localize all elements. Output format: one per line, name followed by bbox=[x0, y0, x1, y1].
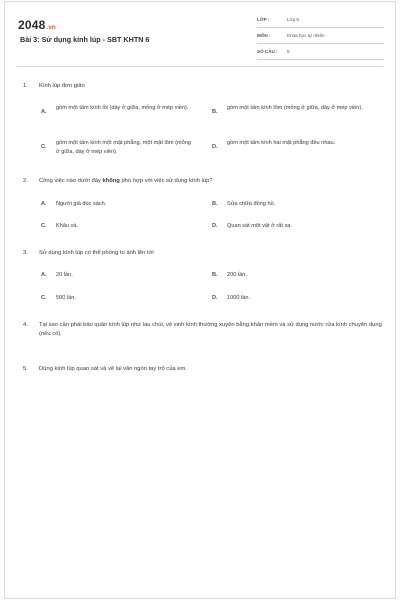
option-letter: C. bbox=[41, 295, 47, 301]
question-text bbox=[39, 177, 383, 186]
meta-value-class: Lớp 6 bbox=[287, 17, 299, 22]
option-text: gồm một tấm kính lồi (dày ở giữa, mỏng ở mép viền). bbox=[56, 105, 189, 111]
question-2 bbox=[23, 177, 383, 186]
worksheet-meta bbox=[257, 16, 384, 64]
option-letter: D. bbox=[212, 144, 218, 150]
question-3 bbox=[23, 249, 383, 258]
question-number: 4. bbox=[23, 322, 28, 328]
meta-value-question-count: 5 bbox=[287, 49, 290, 54]
option-letter: B. bbox=[212, 272, 218, 278]
question-number: 5. bbox=[23, 366, 28, 372]
question-1-option-b[interactable] bbox=[212, 104, 380, 113]
question-text: Sử dụng kính lúp có thể phóng to ảnh lên tới bbox=[39, 250, 154, 256]
question-3-option-a[interactable] bbox=[41, 271, 191, 280]
option-text: gồm một tấm kính lõm (mỏng ở giữa, dày ở mép viền). bbox=[227, 105, 363, 111]
option-text: Người già đọc sách. bbox=[56, 201, 107, 207]
header-divider bbox=[17, 66, 383, 67]
question-3-option-c[interactable] bbox=[41, 294, 191, 303]
question-text: Kính lúp đơn giản bbox=[39, 83, 85, 89]
question-5 bbox=[23, 365, 383, 374]
meta-label-subject: MÔN : bbox=[257, 33, 271, 38]
question-text-after: phù hợp với việc sử dụng kính lúp? bbox=[119, 178, 213, 184]
question-1-option-d[interactable] bbox=[212, 139, 372, 148]
option-text: gồm một tấm kính một mặt phẳng, một mặt lõm (mỏng ở giữa, dày ở mép viền). bbox=[56, 140, 191, 155]
option-letter: A. bbox=[41, 109, 47, 115]
meta-value-subject: Khoa học tự nhiên bbox=[287, 33, 325, 38]
option-letter: C. bbox=[41, 223, 47, 229]
worksheet-header bbox=[5, 2, 395, 68]
option-letter: D. bbox=[212, 223, 218, 229]
meta-row-class bbox=[257, 16, 384, 28]
option-letter: B. bbox=[212, 201, 218, 207]
option-text: Quan sát một vật ở rất xa. bbox=[227, 223, 292, 229]
option-text: 1000 lần. bbox=[227, 295, 251, 301]
option-text: 500 lần. bbox=[56, 295, 76, 301]
option-letter: C. bbox=[41, 144, 47, 150]
option-letter: A. bbox=[41, 272, 47, 278]
question-3-option-d[interactable] bbox=[212, 294, 380, 303]
question-2-option-a[interactable] bbox=[41, 200, 191, 209]
meta-row-subject bbox=[257, 32, 384, 44]
worksheet-page bbox=[4, 1, 396, 599]
option-text: Khâu vá. bbox=[56, 223, 79, 229]
question-number: 2. bbox=[23, 178, 28, 184]
question-text: Dùng kính lúp quan sát và vẽ lại vân ngón tay trỏ của em. bbox=[39, 366, 187, 372]
question-text: Tại sao cần phải bảo quản kính lúp như lau chùi, vệ sinh kính thường xuyên bằng khăn mềm và sử dụng nước rửa kính chuyên dụng (nếu có). bbox=[39, 322, 382, 337]
meta-label-question-count: SỐ CÂU : bbox=[257, 49, 278, 54]
question-2-option-c[interactable] bbox=[41, 222, 191, 231]
question-number: 3. bbox=[23, 250, 28, 256]
option-text: gồm một tấm kính hai mặt phẳng đều nhau. bbox=[227, 140, 336, 146]
question-4 bbox=[23, 321, 383, 338]
option-letter: D. bbox=[212, 295, 218, 301]
question-1 bbox=[23, 82, 383, 91]
option-letter: B. bbox=[212, 109, 218, 115]
option-letter: A. bbox=[41, 201, 47, 207]
option-text: Sửa chữa đồng hồ. bbox=[227, 201, 276, 207]
question-1-option-a[interactable] bbox=[41, 104, 191, 113]
option-text: 200 lần. bbox=[227, 272, 247, 278]
question-2-option-d[interactable] bbox=[212, 222, 380, 231]
question-3-option-b[interactable] bbox=[212, 271, 380, 280]
question-text-emphasis: không bbox=[102, 178, 120, 184]
logo-sub: .vn bbox=[46, 25, 56, 31]
logo-main: 2048 bbox=[18, 18, 46, 32]
option-text: 20 lần. bbox=[56, 272, 73, 278]
question-2-option-b[interactable] bbox=[212, 200, 380, 209]
meta-label-class: LỚP : bbox=[257, 17, 270, 22]
question-number: 1. bbox=[23, 83, 28, 89]
question-1-option-c[interactable] bbox=[41, 139, 191, 156]
meta-row-question-count bbox=[257, 48, 384, 60]
worksheet-title: Bài 3: Sử dụng kính lúp - SBT KHTN 6 bbox=[20, 35, 150, 44]
site-logo[interactable] bbox=[18, 18, 56, 32]
question-text-before: Công việc nào dưới đây bbox=[39, 178, 103, 184]
